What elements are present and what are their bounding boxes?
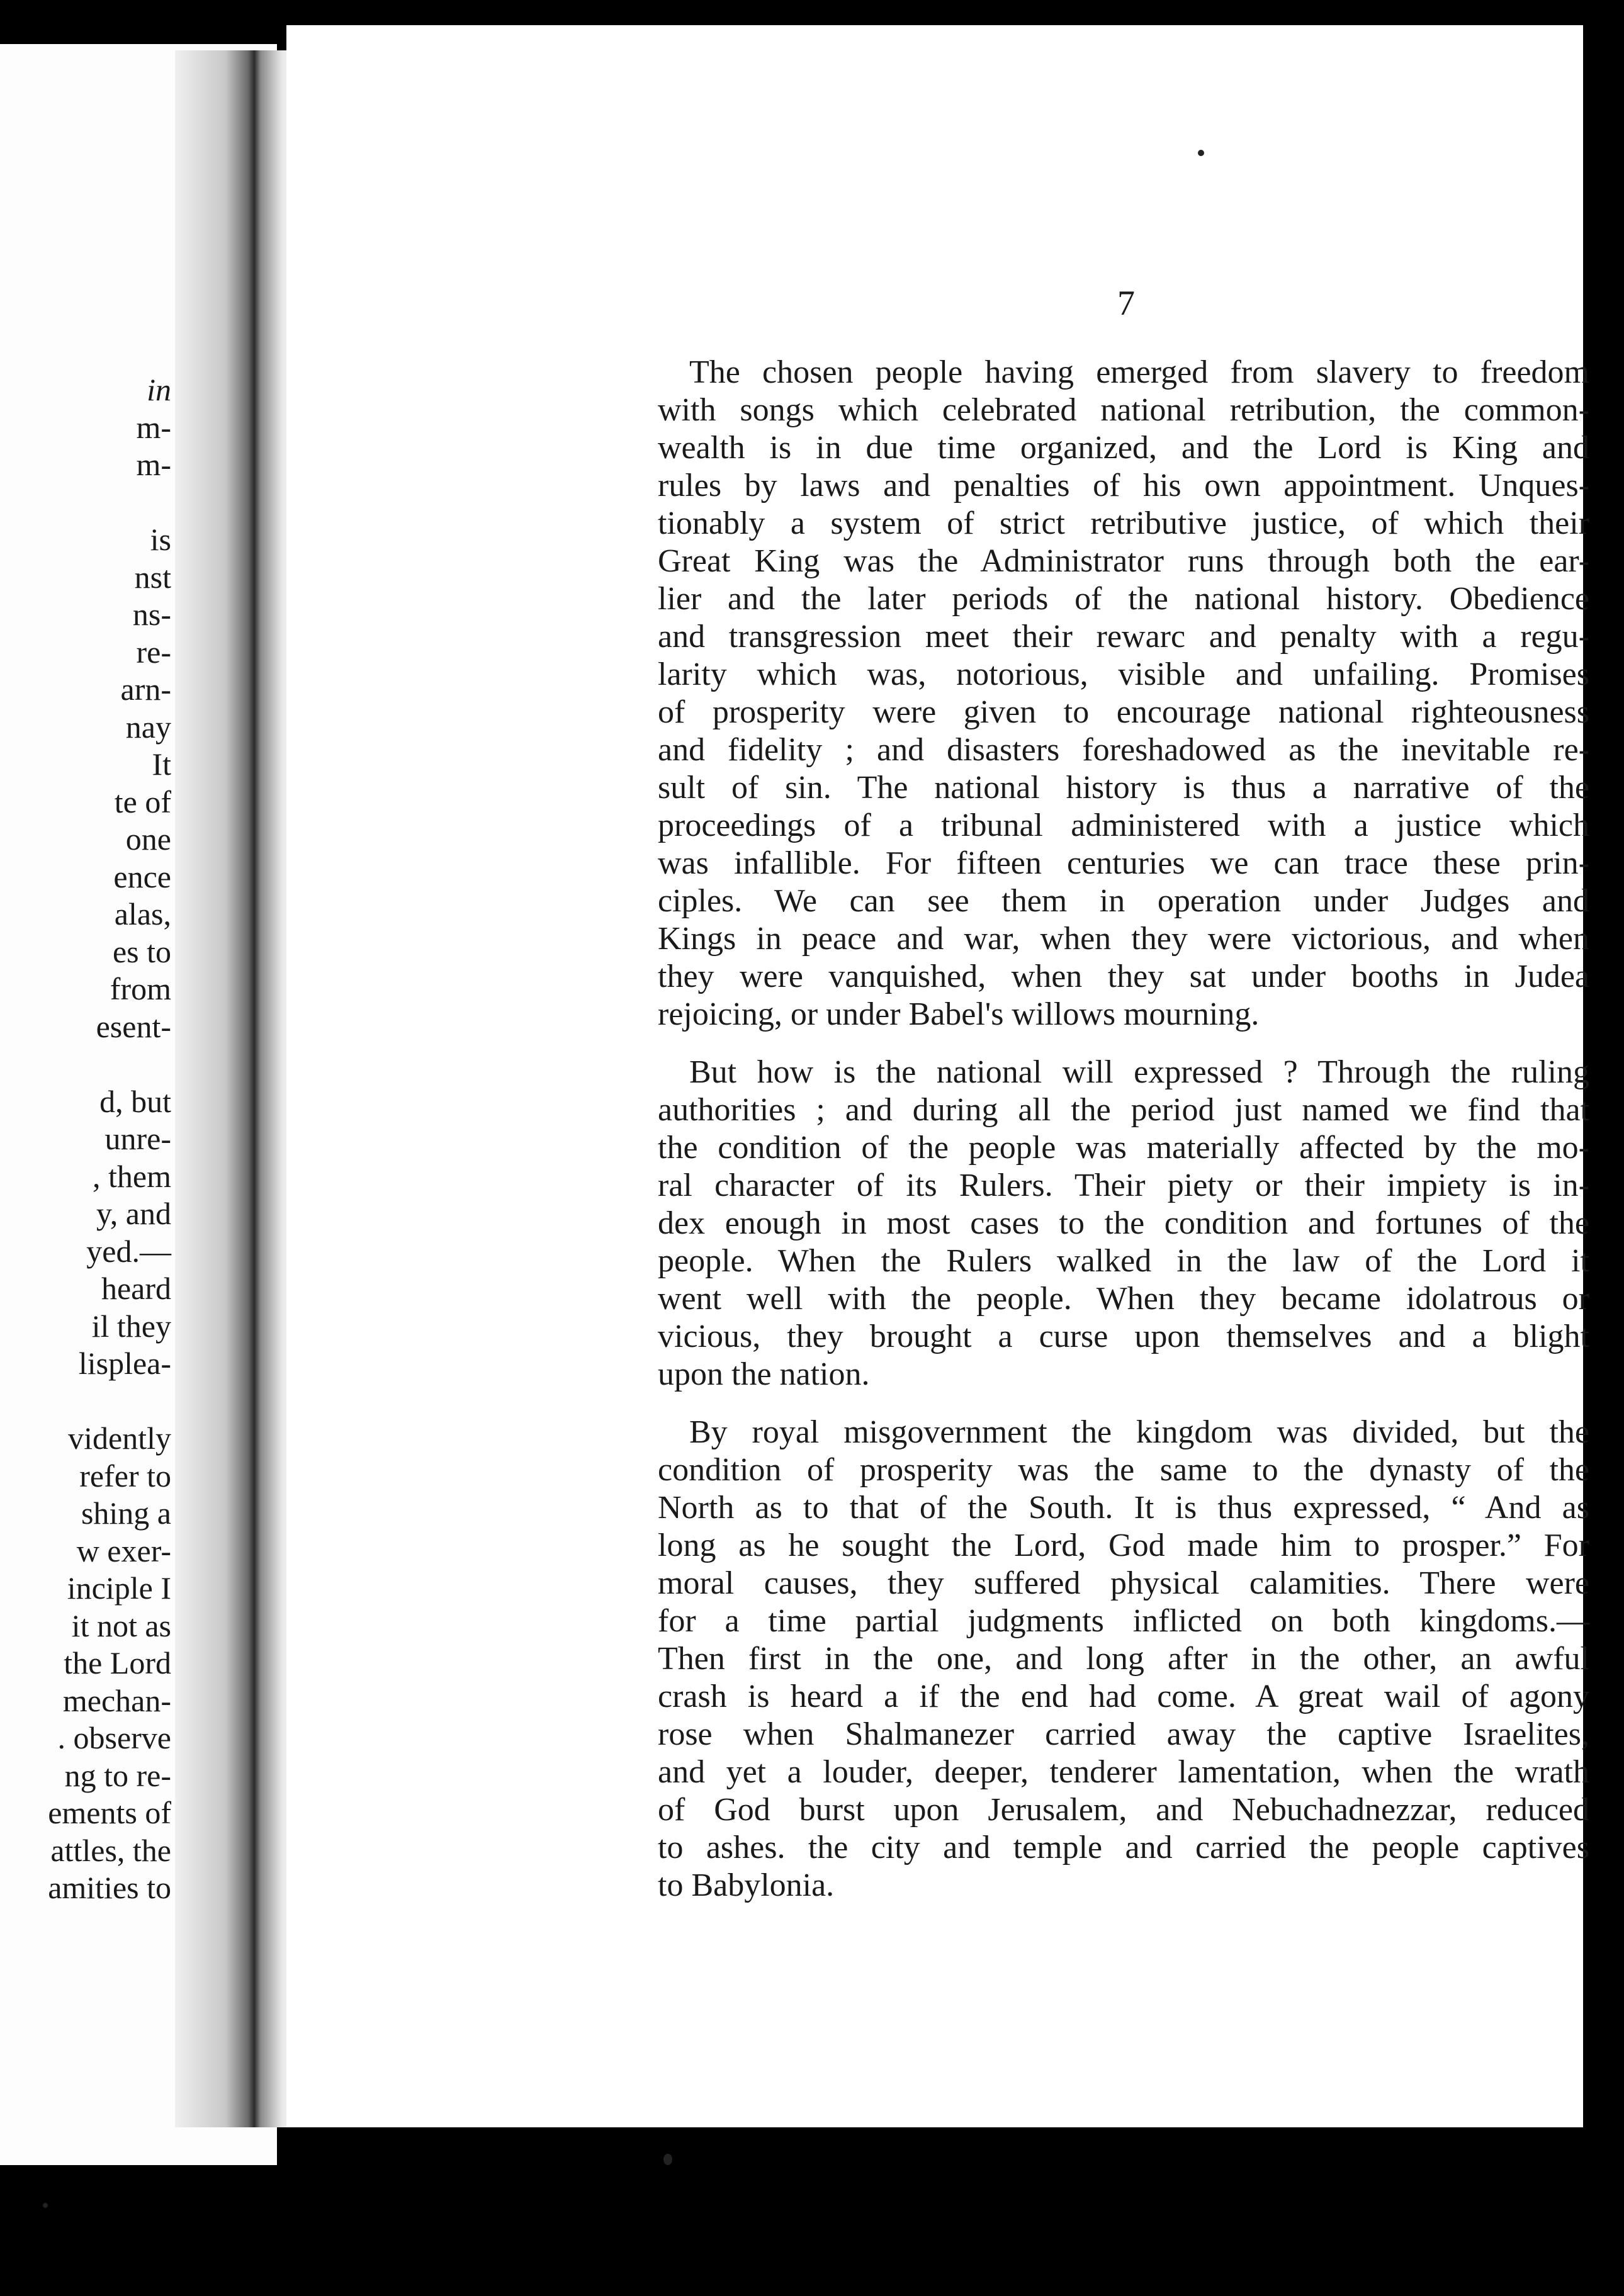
facing-page-line: nay <box>125 709 171 745</box>
facing-page-line: in <box>147 372 171 407</box>
text-line: vicious, they brought a curse upon themselves and a blight <box>658 1319 1589 1354</box>
text-line: By royal misgovernment the kingdom was divided, but the <box>689 1414 1589 1450</box>
facing-page-line: amities to <box>48 1870 171 1905</box>
text-line: and yet a louder, deeper, tenderer lamentation, when the wrath <box>658 1754 1589 1790</box>
facing-page-line: the Lord <box>64 1645 171 1680</box>
scan-speck <box>43 2203 48 2208</box>
facing-page-line <box>48 484 171 522</box>
text-line: upon the nation. <box>658 1356 870 1392</box>
facing-page-line: m- <box>136 409 171 445</box>
text-line: the condition of the people was materially affected by the mo- <box>658 1130 1589 1166</box>
facing-page-line: ence <box>113 858 171 894</box>
facing-page-line: heard <box>101 1271 171 1306</box>
text-line: for a time partial judgments inflicted on both kingdoms.— <box>658 1603 1589 1639</box>
text-line: of God burst upon Jerusalem, and Nebuchadnezzar, reduced <box>658 1792 1589 1828</box>
facing-page-line: , them <box>93 1158 171 1194</box>
facing-page-line: vidently <box>68 1421 171 1456</box>
facing-page-line: shing a <box>81 1495 171 1531</box>
facing-page-line: unre- <box>104 1121 171 1156</box>
paragraph <box>658 1054 1589 1393</box>
facing-page-text-fragments <box>48 371 171 1907</box>
text-line: wealth is in due time organized, and the Lord is King and <box>658 430 1589 466</box>
facing-page-line: inciple I <box>67 1570 171 1606</box>
body-text <box>658 354 1589 1905</box>
paragraph <box>658 1414 1589 1905</box>
text-line: Great King was the Administrator runs through both the ear- <box>658 543 1589 579</box>
facing-page-line: d, but <box>99 1083 171 1119</box>
text-line: condition of prosperity was the same to the dynasty of the <box>658 1452 1589 1488</box>
text-line: and transgression meet their rewarc and penalty with a regu- <box>658 619 1589 655</box>
facing-page-line: lisplea- <box>78 1346 171 1381</box>
facing-page-line: alas, <box>114 896 171 931</box>
text-line: proceedings of a tribunal administered with a justice which <box>658 808 1589 843</box>
text-line: tionably a system of strict retributive justice, of which their <box>658 505 1589 541</box>
text-line: lier and the later periods of the national history. Obedience <box>658 581 1589 617</box>
facing-page-line: arn- <box>120 672 171 707</box>
page-right <box>286 25 1589 2127</box>
text-line: went well with the people. When they became idolatrous or <box>658 1281 1589 1317</box>
text-line: with songs which celebrated national retribution, the common- <box>658 392 1589 428</box>
scan-speck <box>1198 150 1204 156</box>
facing-page-line: ng to re- <box>64 1757 171 1793</box>
text-line: to ashes. the city and temple and carried the people captives <box>658 1830 1589 1866</box>
facing-page-line: It <box>152 746 171 782</box>
scan-speck <box>663 2154 672 2165</box>
text-line: people. When the Rulers walked in the law of the Lord it <box>658 1243 1589 1279</box>
facing-page-line: y, and <box>96 1196 171 1231</box>
facing-page-line: te of <box>114 784 171 819</box>
facing-page-line <box>48 1383 171 1421</box>
facing-page-line: nst <box>134 559 171 595</box>
facing-page-line: is <box>150 522 171 557</box>
text-line: North as to that of the South. It is thus expressed, “ And as <box>658 1490 1589 1526</box>
binding-gutter <box>175 50 301 2127</box>
facing-page-line: mechan- <box>62 1682 171 1718</box>
facing-page-line: . observe <box>57 1720 171 1755</box>
facing-page-line: es to <box>112 933 171 969</box>
facing-page-line: ements of <box>48 1795 171 1830</box>
facing-page-line: yed.— <box>86 1233 171 1269</box>
text-line: ciples. We can see them in operation under Judges and <box>658 883 1589 919</box>
text-line: crash is heard a if the end had come. A great wail of agony <box>658 1679 1589 1714</box>
text-line: ral character of its Rulers. Their piety or their impiety is in- <box>658 1168 1589 1203</box>
facing-page-line: refer to <box>79 1458 171 1494</box>
page-number: 7 <box>1117 284 1135 323</box>
facing-page-line: it not as <box>71 1607 171 1643</box>
facing-page-line: one <box>125 821 171 857</box>
facing-page-line: re- <box>136 634 171 670</box>
text-line: rose when Shalmanezer carried away the captive Israelites, <box>658 1716 1589 1752</box>
text-line: sult of sin. The national history is thus a narrative of the <box>658 770 1589 806</box>
text-line: The chosen people having emerged from slavery to freedom <box>689 354 1589 390</box>
text-line: and fidelity ; and disasters foreshadowed as the inevitable re- <box>658 732 1589 768</box>
text-line: was infallible. For fifteen centuries we can trace these prin- <box>658 845 1589 881</box>
text-line: rules by laws and penalties of his own appointment. Unques- <box>658 468 1589 504</box>
text-line: to Babylonia. <box>658 1867 835 1903</box>
facing-page-line: il they <box>91 1308 171 1344</box>
text-line: But how is the national will expressed ? Through the ruling <box>689 1054 1589 1090</box>
facing-page-line: ns- <box>132 597 171 632</box>
text-line: Then first in the one, and long after in the other, an awful <box>658 1641 1589 1677</box>
facing-page-line: m- <box>136 447 171 482</box>
paragraph <box>658 354 1589 1033</box>
facing-page-line: from <box>110 971 171 1006</box>
text-line: of prosperity were given to encourage national righteousness <box>658 694 1589 730</box>
text-line: larity which was, notorious, visible and unfailing. Promises <box>658 656 1589 692</box>
facing-page-line: w exer- <box>76 1533 171 1568</box>
text-line: dex enough in most cases to the condition and fortunes of the <box>658 1205 1589 1241</box>
text-line: long as he sought the Lord, God made him to prosper.” For <box>658 1528 1589 1563</box>
facing-page-line <box>48 1045 171 1083</box>
text-line: Kings in peace and war, when they were victorious, and when <box>658 921 1589 957</box>
facing-page-line: esent- <box>96 1008 171 1044</box>
text-line: they were vanquished, when they sat under booths in Judea <box>658 959 1589 994</box>
text-line: authorities ; and during all the period just named we find that <box>658 1092 1589 1128</box>
text-line: rejoicing, or under Babel's willows mourning. <box>658 996 1260 1032</box>
facing-page-line: attles, the <box>50 1832 171 1868</box>
text-line: moral causes, they suffered physical calamities. There were <box>658 1565 1589 1601</box>
